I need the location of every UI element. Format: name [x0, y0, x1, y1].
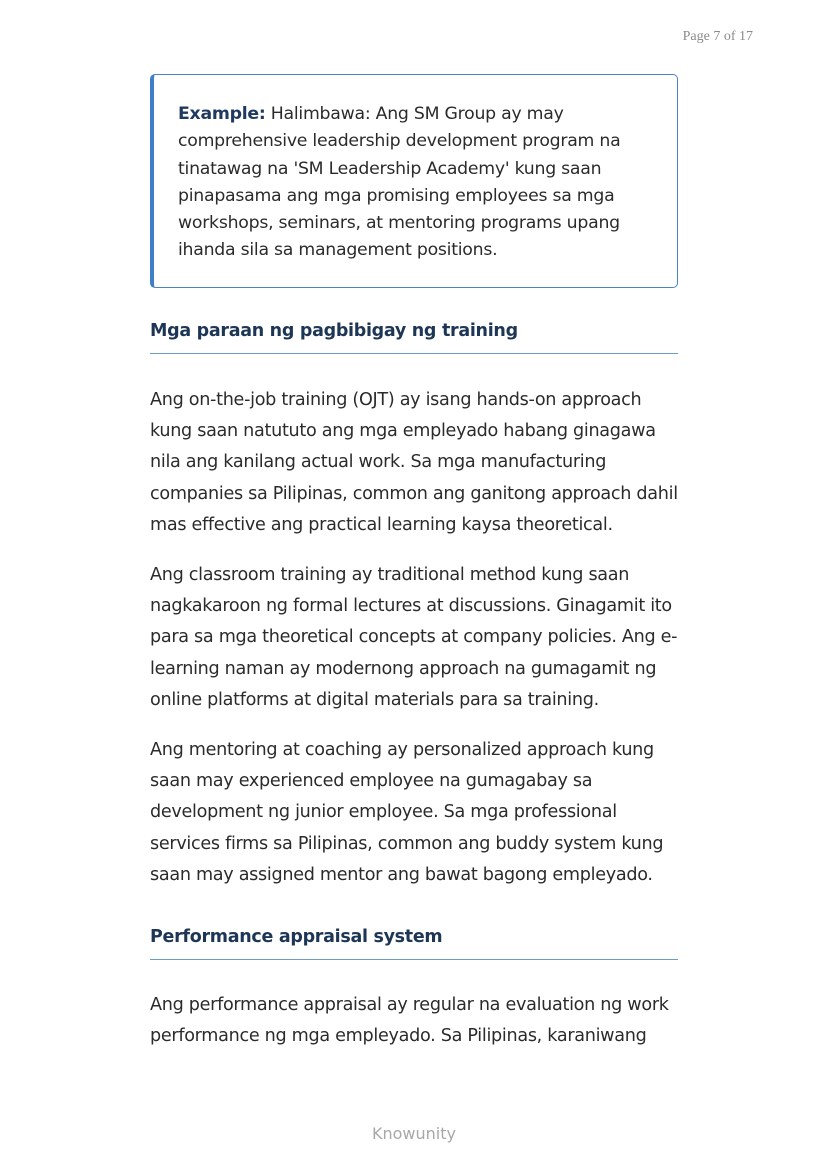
example-callout: [150, 74, 678, 288]
example-text: Halimbawa: Ang SM Group ay may comprehensive leadership development program na tinatawag na 'SM Leadership Academy' kung saan pinapasama ang mga promising employees sa mga workshops, seminars, at mentoring programs upang ihanda sila sa management positions.: [178, 104, 621, 261]
page-number: Page 7 of 17: [682, 29, 753, 44]
document-content: [150, 74, 678, 1052]
paragraph-classroom-training: Ang classroom training ay traditional method kung saan nagkakaroon ng formal lectures at discussions. Ginagamit ito para sa mga theoretical concepts at company policies. Ang e-learning naman ay modernong approach na gumagamit ng online platforms at digital materials para sa training.: [150, 565, 678, 710]
example-label: Example:: [178, 104, 266, 124]
paragraph-performance-appraisal: Ang performance appraisal ay regular na evaluation ng work performance ng mga empleyado. Sa Pilipinas, karaniwang: [150, 995, 669, 1047]
section-heading-performance-appraisal: Performance appraisal system: [150, 926, 678, 960]
paragraph-ojt: Ang on-the-job training (OJT) ay isang hands-on approach kung saan natututo ang mga empleyado habang ginagawa nila ang kanilang actual work. Sa mga manufacturing companies sa Pilipinas, common ang ganitong approach dahil mas effective ang practical learning kaysa theoretical.: [150, 390, 678, 535]
section-heading-training-methods: Mga paraan ng pagbibigay ng training: [150, 320, 678, 354]
paragraph-mentoring: Ang mentoring at coaching ay personalized approach kung saan may experienced employee na gumagabay sa development ng junior employee. Sa mga professional services firms sa Pilipinas, common ang buddy system kung saan may assigned mentor ang bawat bagong empleyado.: [150, 740, 664, 885]
footer-brand: Knowunity: [372, 1124, 456, 1143]
